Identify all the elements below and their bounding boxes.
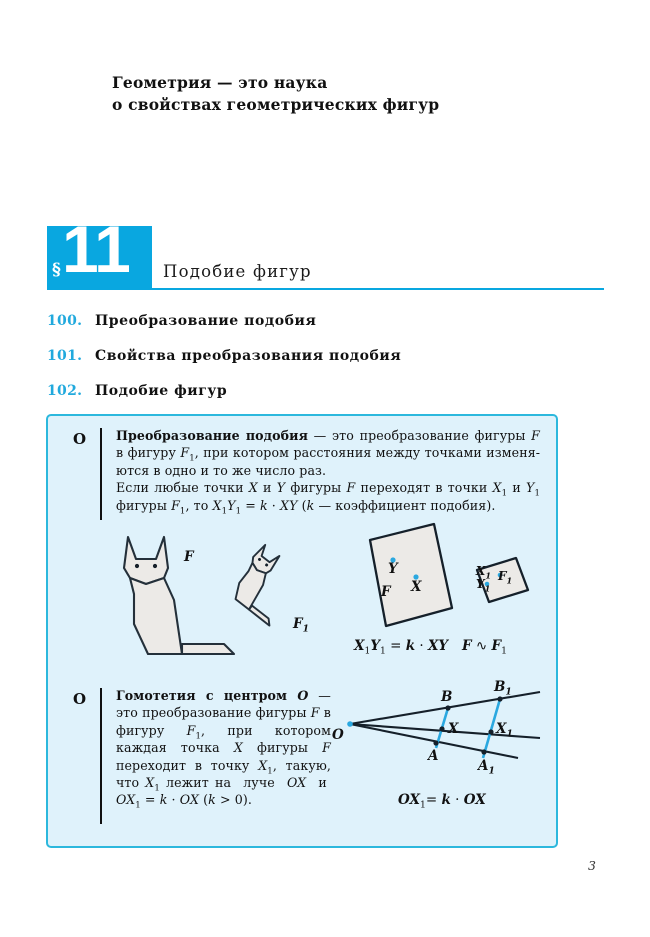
ray-label-A1: $A_1$ [478,758,495,777]
ray-label-B1: $B_1$ [494,679,512,698]
figure-homothety-rays [328,679,548,831]
ray-label-X: X [448,721,459,737]
definition-marker: О [73,430,87,448]
quad-large [370,524,452,626]
contents-item-label: Преобразование подобия [95,313,317,329]
figure-label-F1: $F_1$ [293,616,309,635]
quad-label-F: F [381,584,391,600]
formula-homothety: $OX_1= k$ · OX [398,792,486,811]
page-number: 3 [588,858,596,873]
figure-quadrilaterals [348,522,548,672]
contents-item-label: Подобие фигур [95,383,228,399]
contents-item-label: Свойства преобразования подобия [95,348,402,364]
running-head-line1: Геометрия — это наука [112,73,328,92]
point-B [445,705,450,710]
section-number: 11 [62,212,130,286]
definition-marker: О [73,690,87,708]
contents-item[interactable] [47,383,567,399]
point-O [347,721,353,727]
figure-cats [112,528,372,668]
contents-item-number: 101. [47,348,83,364]
point-A [433,740,438,745]
ray-label-X1: $X_1$ [496,721,513,740]
formula-similarity-ratio: $X_1Y_1 = k$ · XY [354,638,449,657]
cat-eye-left [135,564,139,568]
contents-item-number: 102. [47,383,83,399]
section-contents-list [47,313,567,418]
definition-rule [100,688,102,824]
definition-text-homothety: Гомотетия с центром O — это преобразование фигуры F в фигуру $F_1$, при котором каждая точка X фигуры F переходит в точку $X_1$, такую, что $X_1$ лежит на луче OX и $OX_1 = k$ · OX (k > 0). [116,688,332,811]
ray-label-A: A [428,748,439,764]
quad-label-Y: Y [388,561,398,577]
definitions-panel [46,414,558,848]
quad-label-X: X [411,579,422,595]
section-title: Подобие фигур [163,262,312,281]
cat-eye-right [153,564,157,568]
contents-item-number: 100. [47,313,83,329]
quad-label-Y1: $Y_1$ [476,577,491,594]
section-rule [152,288,604,290]
running-head-line2: о свойствах геометрических фигур [112,95,440,114]
point-A1 [481,749,486,754]
paragraph-sign: § [52,260,61,280]
contents-item[interactable] [47,313,567,329]
cat-small-shape [226,544,307,626]
running-head [112,72,582,116]
quad-label-F1: $F_1$ [498,569,513,586]
definition-rule [100,428,102,520]
cat-large-shape [124,537,234,654]
ray-label-B: B [441,689,453,705]
figure-label-F: F [184,549,194,565]
contents-item[interactable] [47,348,567,364]
point-X1 [488,729,493,734]
formula-similar-figures: F ∿ $F_1$ [462,638,507,657]
definition-text-similarity: Преобразование подобия — это преобразование фигуры F в фигуру $F_1$, при котором расстояния между точками изменяются в одно и то же число раз. Если любые точки X и Y фигуры F переходят в точки $X_1$ и $Y_1$ фигуры $F_1$, то $X_1Y_1 = k$ · XY (k — коэффициент подобия). [116,428,541,517]
point-X [439,726,444,731]
ray-label-O: O [332,727,344,743]
point-B1 [497,696,502,701]
quad-label-X1: $X_1$ [476,564,491,581]
